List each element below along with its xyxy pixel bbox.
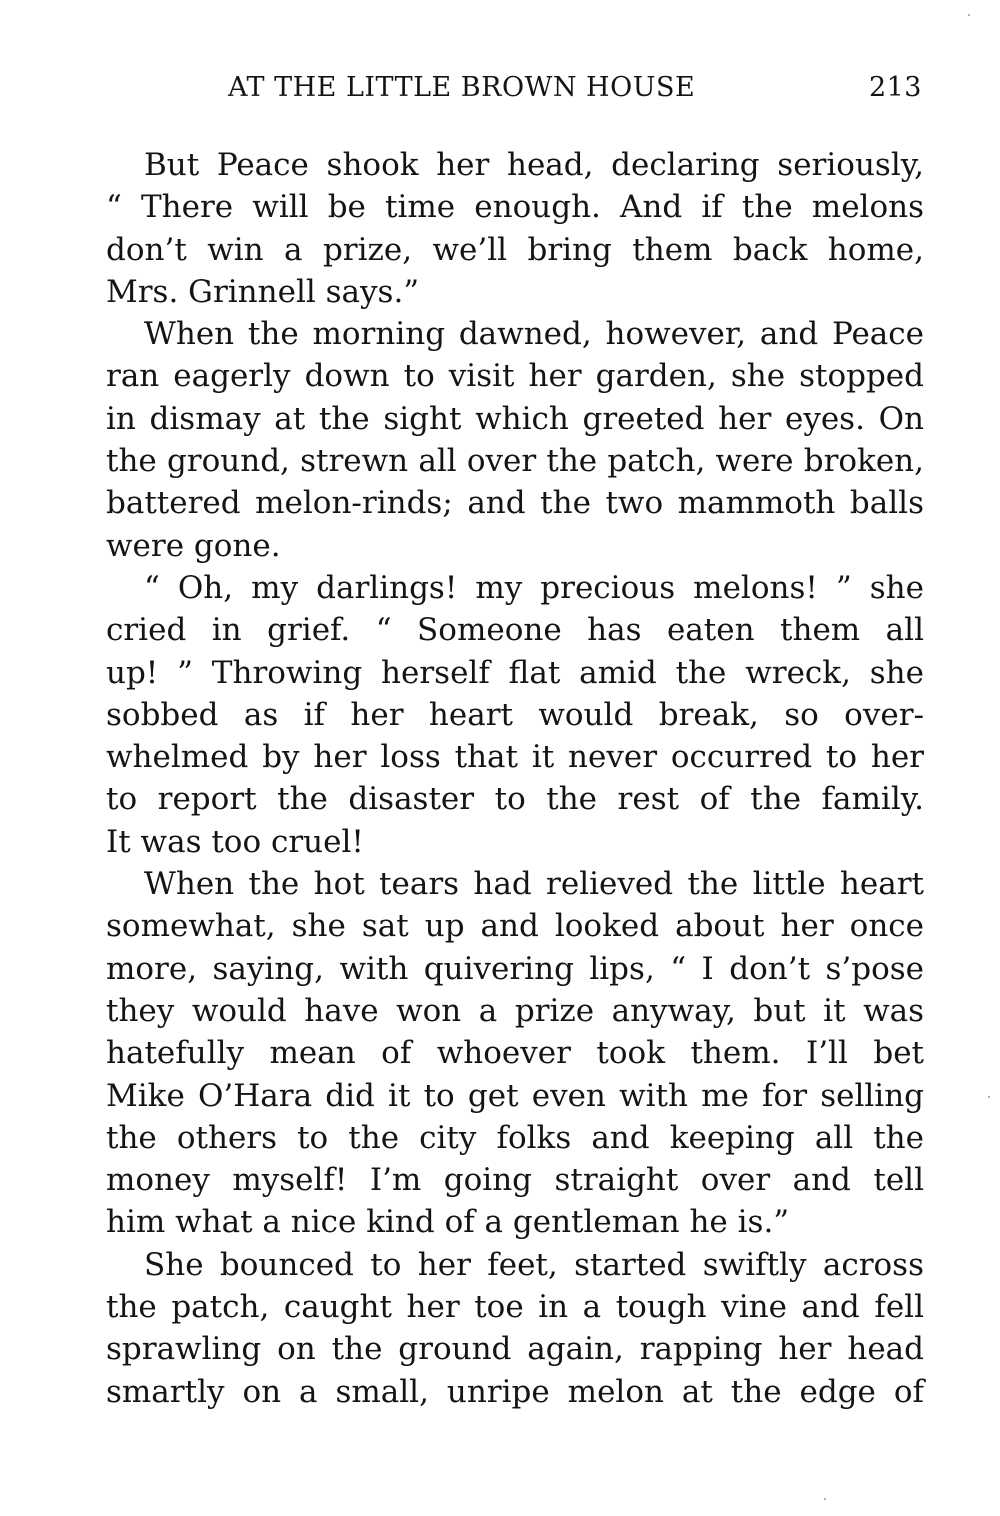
paper-speck	[824, 1498, 826, 1500]
text-line: When the morning dawned, however, and Peace	[144, 316, 924, 353]
text-line: more, saying, with quivering lips, “ I don’t s’pose	[106, 950, 924, 987]
body-text	[106, 144, 924, 1413]
text-line: smartly on a small, unripe melon at the edge of	[106, 1373, 924, 1410]
text-line: “ There will be time enough. And if the melons	[106, 189, 924, 226]
paper-speck	[988, 1096, 990, 1098]
text-line: But Peace shook her head, declaring seriously,	[144, 147, 924, 183]
running-head	[228, 72, 922, 112]
text-line: were gone.	[106, 527, 281, 564]
page-number: 213	[868, 72, 922, 103]
text-line: the ground, strewn all over the patch, were broken,	[106, 443, 924, 480]
text-line: somewhat, she sat up and looked about her once	[106, 908, 924, 945]
text-line: the others to the city folks and keeping all the	[106, 1119, 924, 1156]
text-line: up! ” Throwing herself flat amid the wreck, she	[106, 654, 924, 691]
text-line: him what a nice kind of a gentleman he is.”	[106, 1204, 790, 1241]
text-line: “ Oh, my darlings! my precious melons! ” she	[144, 569, 924, 606]
text-line: the patch, caught her toe in a tough vine and fell	[106, 1289, 924, 1326]
text-line: sobbed as if her heart would break, so over-	[106, 696, 924, 733]
text-line: When the hot tears had relieved the little heart	[144, 866, 924, 903]
text-line: Mike O’Hara did it to get even with me for selling	[106, 1077, 924, 1114]
text-line: whelmed by her loss that it never occurred to her	[106, 739, 924, 776]
text-line: cried in grief. “ Someone has eaten them all	[106, 612, 924, 649]
text-line: battered melon-rinds; and the two mammoth balls	[106, 485, 924, 522]
text-line: hatefully mean of whoever took them. I’ll bet	[106, 1035, 924, 1072]
paper-speck	[968, 14, 970, 16]
text-line: don’t win a prize, we’ll bring them back home,	[106, 231, 924, 268]
text-line: money myself! I’m going straight over and tell	[106, 1162, 924, 1199]
text-line: She bounced to her feet, started swiftly across	[144, 1246, 924, 1283]
text-line: they would have won a prize anyway, but it was	[106, 992, 924, 1029]
text-line: sprawling on the ground again, rapping her head	[106, 1331, 924, 1368]
text-line: Mrs. Grinnell says.”	[106, 273, 420, 310]
text-line: to report the disaster to the rest of the family.	[106, 781, 924, 818]
running-title: AT THE LITTLE BROWN HOUSE	[228, 72, 696, 103]
text-line: in dismay at the sight which greeted her eyes. On	[106, 400, 924, 437]
text-line: It was too cruel!	[106, 823, 364, 860]
text-line: ran eagerly down to visit her garden, she stopped	[106, 358, 924, 395]
